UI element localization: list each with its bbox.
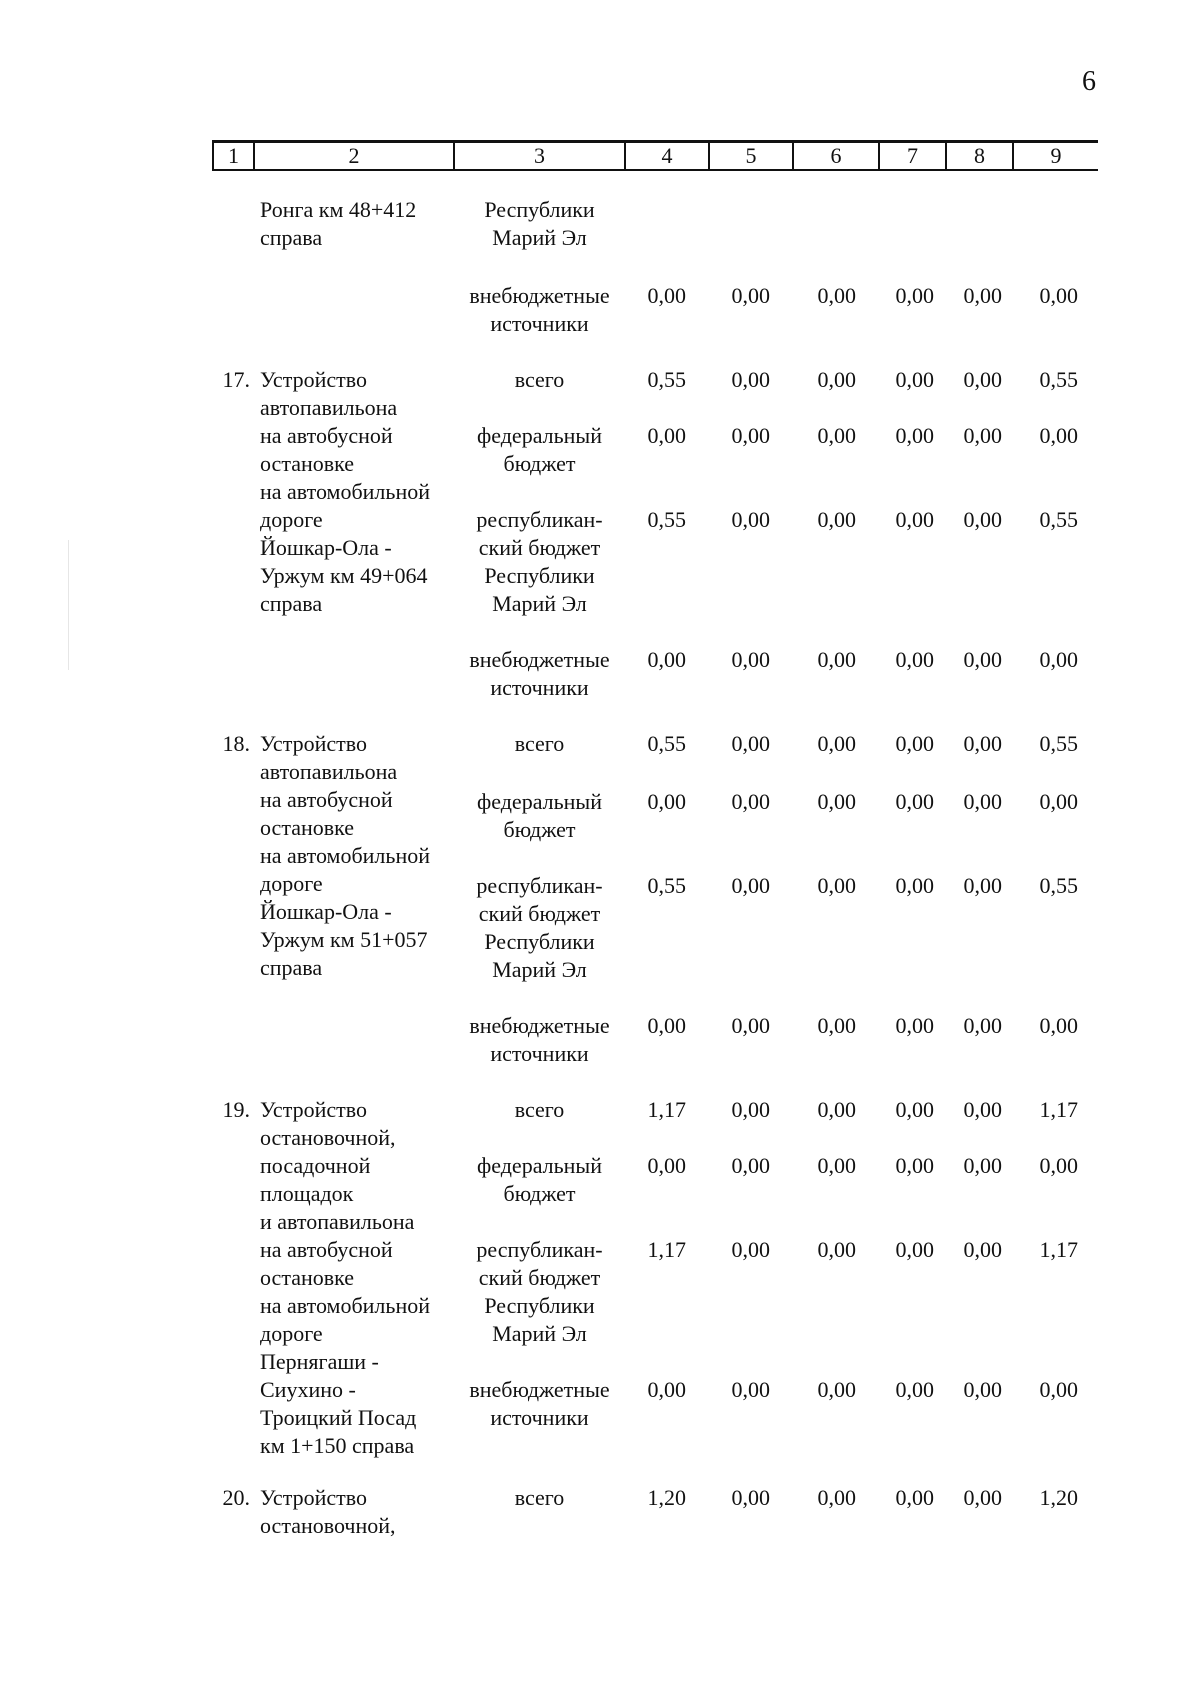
value-cell: 0,00 [731,367,770,392]
value-cell: 0,00 [895,1485,934,1510]
value-cell: 0,00 [731,1097,770,1122]
value-cell: 0,00 [895,507,934,532]
value-cell: 0,00 [963,1377,1002,1402]
item-name-line: Устройство [260,367,367,392]
funding-source-line: Марий Эл [492,957,587,982]
funding-source-line: Марий Эл [492,591,587,616]
value-cell: 0,00 [731,1013,770,1038]
item-name-line: Троицкий Посад [260,1405,417,1430]
value-cell: 1,17 [1039,1097,1078,1122]
item-name-line: справа [260,591,323,616]
value-cell: 0,00 [817,283,856,308]
header-col-8: 8 [974,143,985,168]
value-cell: 0,00 [895,873,934,898]
value-cell: 1,20 [1039,1485,1078,1510]
value-cell: 0,00 [1039,1153,1078,1178]
item-name-line: дороге [260,1321,323,1346]
header-col-2: 2 [348,143,360,168]
header-col-3: 3 [534,143,545,168]
item-name-line: посадочной [260,1153,371,1178]
header-col-9: 9 [1050,143,1062,168]
item-name-line: на автобусной [260,787,393,812]
value-cell: 0,00 [895,789,934,814]
funding-source-line: республикан- [476,1237,603,1262]
funding-source-line: Республики [484,929,595,954]
item-name-line: остановочной, [260,1513,396,1538]
item-name-line: справа [260,225,323,250]
value-cell: 0,00 [895,1237,934,1262]
funding-source-line: внебюджетные [469,283,610,308]
value-cell: 0,00 [1039,1377,1078,1402]
value-cell: 0,00 [895,731,934,756]
item-name-line: автопавильона [260,759,398,784]
funding-source-line: федеральный [477,423,602,448]
page-number: 6 [1082,66,1096,97]
value-cell: 0,00 [817,507,856,532]
funding-source-line: федеральный [477,1153,602,1178]
value-cell: 0,55 [1039,367,1078,392]
value-cell: 0,00 [817,1237,856,1262]
funding-source-line: Марий Эл [492,225,587,250]
value-cell: 0,00 [817,1485,856,1510]
value-cell: 0,00 [963,1097,1002,1122]
value-cell: 0,00 [647,1153,686,1178]
value-cell: 0,00 [731,423,770,448]
header-col-4: 4 [661,143,673,168]
value-cell: 0,00 [963,1485,1002,1510]
funding-source-line: внебюджетные [469,647,610,672]
funding-source-line: внебюджетные [469,1013,610,1038]
value-cell: 0,00 [895,283,934,308]
value-cell: 0,00 [731,507,770,532]
value-cell: 0,55 [647,873,686,898]
funding-source-line: Республики [484,563,595,588]
value-cell: 0,00 [963,647,1002,672]
value-cell: 1,20 [647,1485,686,1510]
value-cell: 0,00 [731,873,770,898]
funding-source-line: Марий Эл [492,1321,587,1346]
value-cell: 0,00 [647,1377,686,1402]
value-cell: 0,55 [647,507,686,532]
item-name-line: Пернягаши - [260,1349,379,1374]
value-cell: 0,00 [817,1097,856,1122]
value-cell: 0,55 [1039,507,1078,532]
value-cell: 0,00 [731,1377,770,1402]
value-cell: 0,00 [1039,283,1078,308]
funding-source-line: ский бюджет [478,1265,601,1290]
value-cell: 0,00 [731,1485,770,1510]
row-number: 19. [222,1097,250,1122]
value-cell: 0,00 [963,873,1002,898]
item-name-line: на автомобильной [260,1293,430,1318]
value-cell: 0,00 [963,507,1002,532]
value-cell: 0,00 [817,367,856,392]
value-cell: 0,00 [817,731,856,756]
value-cell: 0,00 [817,1013,856,1038]
funding-source-line: ский бюджет [478,535,601,560]
value-cell: 0,00 [963,367,1002,392]
funding-source-line: всего [514,367,565,392]
value-cell: 0,00 [1039,1013,1078,1038]
header-bottom-rule [212,169,1098,171]
value-cell: 1,17 [1039,1237,1078,1262]
item-name-line: площадок [260,1181,354,1206]
value-cell: 0,00 [895,1377,934,1402]
value-cell: 0,00 [647,789,686,814]
funding-source-line: всего [514,731,565,756]
scan-artifact-line [68,540,69,670]
row-number: 17. [222,367,250,392]
funding-source-line: бюджет [503,451,576,476]
value-cell: 0,55 [1039,731,1078,756]
item-name-line: Йошкар-Ола - [260,535,392,560]
value-cell: 0,00 [817,789,856,814]
item-name-line: остановочной, [260,1125,396,1150]
value-cell: 0,00 [731,789,770,814]
funding-source-line: Республики [484,197,595,222]
row-number: 18. [222,731,250,756]
item-name-line: Уржум км 51+057 [260,927,428,952]
funding-source-line: всего [514,1097,565,1122]
header-col-1: 1 [228,143,239,168]
item-name-line: справа [260,955,323,980]
funding-source-line: федеральный [477,789,602,814]
value-cell: 0,00 [731,1153,770,1178]
item-name-line: Устройство [260,731,367,756]
item-name-line: на автобусной [260,423,393,448]
value-cell: 0,00 [647,423,686,448]
value-cell: 0,00 [817,647,856,672]
value-cell: 0,00 [963,1013,1002,1038]
value-cell: 0,00 [647,283,686,308]
item-name-line: дороге [260,507,323,532]
funding-source-line: Республики [484,1293,595,1318]
value-cell: 0,00 [1039,789,1078,814]
item-name-line: Йошкар-Ола - [260,899,392,924]
funding-source-line: источники [490,675,589,700]
item-name-line: автопавильона [260,395,398,420]
funding-source-line: республикан- [476,873,603,898]
item-name-line: и автопавильона [260,1209,415,1234]
item-name-line: Ронга км 48+412 [260,197,417,222]
value-cell: 0,00 [963,1153,1002,1178]
value-cell: 0,00 [647,1013,686,1038]
header-col-7: 7 [907,143,918,168]
value-cell: 0,55 [1039,873,1078,898]
value-cell: 0,00 [647,647,686,672]
header-col-5: 5 [745,143,757,168]
value-cell: 0,00 [731,647,770,672]
item-name-line: Устройство [260,1485,367,1510]
value-cell: 0,00 [963,789,1002,814]
value-cell: 0,00 [731,1237,770,1262]
value-cell: 0,00 [817,873,856,898]
value-cell: 0,00 [1039,647,1078,672]
item-name-line: на автомобильной [260,843,430,868]
value-cell: 0,00 [963,1237,1002,1262]
item-name-line: Уржум км 49+064 [260,563,428,588]
value-cell: 0,00 [895,1013,934,1038]
value-cell: 0,55 [647,367,686,392]
row-number: 20. [222,1485,250,1510]
funding-source-line: республикан- [476,507,603,532]
value-cell: 0,00 [895,1153,934,1178]
value-cell: 0,00 [895,367,934,392]
value-cell: 0,00 [895,647,934,672]
value-cell: 0,00 [895,1097,934,1122]
value-cell: 0,00 [963,283,1002,308]
item-name-line: дороге [260,871,323,896]
item-name-line: остановке [260,1265,355,1290]
item-name-line: на автомобильной [260,479,430,504]
value-cell: 0,00 [817,1377,856,1402]
value-cell: 0,00 [817,423,856,448]
funding-source-line: бюджет [503,1181,576,1206]
funding-source-line: источники [490,1405,589,1430]
value-cell: 0,00 [963,731,1002,756]
value-cell: 0,00 [1039,423,1078,448]
item-name-line: остановке [260,815,355,840]
value-cell: 0,00 [963,423,1002,448]
funding-source-line: ский бюджет [478,901,601,926]
item-name-line: км 1+150 справа [260,1433,415,1458]
item-name-line: на автобусной [260,1237,393,1262]
item-name-line: остановке [260,451,355,476]
funding-source-line: источники [490,311,589,336]
value-cell: 1,17 [647,1237,686,1262]
value-cell: 0,00 [817,1153,856,1178]
header-col-6: 6 [830,143,842,168]
funding-source-line: всего [514,1485,565,1510]
funding-source-line: источники [490,1041,589,1066]
value-cell: 0,55 [647,731,686,756]
value-cell: 0,00 [895,423,934,448]
item-name-line: Устройство [260,1097,367,1122]
value-cell: 0,00 [731,283,770,308]
value-cell: 1,17 [647,1097,686,1122]
value-cell: 0,00 [731,731,770,756]
funding-source-line: внебюджетные [469,1377,610,1402]
funding-source-line: бюджет [503,817,576,842]
item-name-line: Сиухино - [260,1377,356,1402]
